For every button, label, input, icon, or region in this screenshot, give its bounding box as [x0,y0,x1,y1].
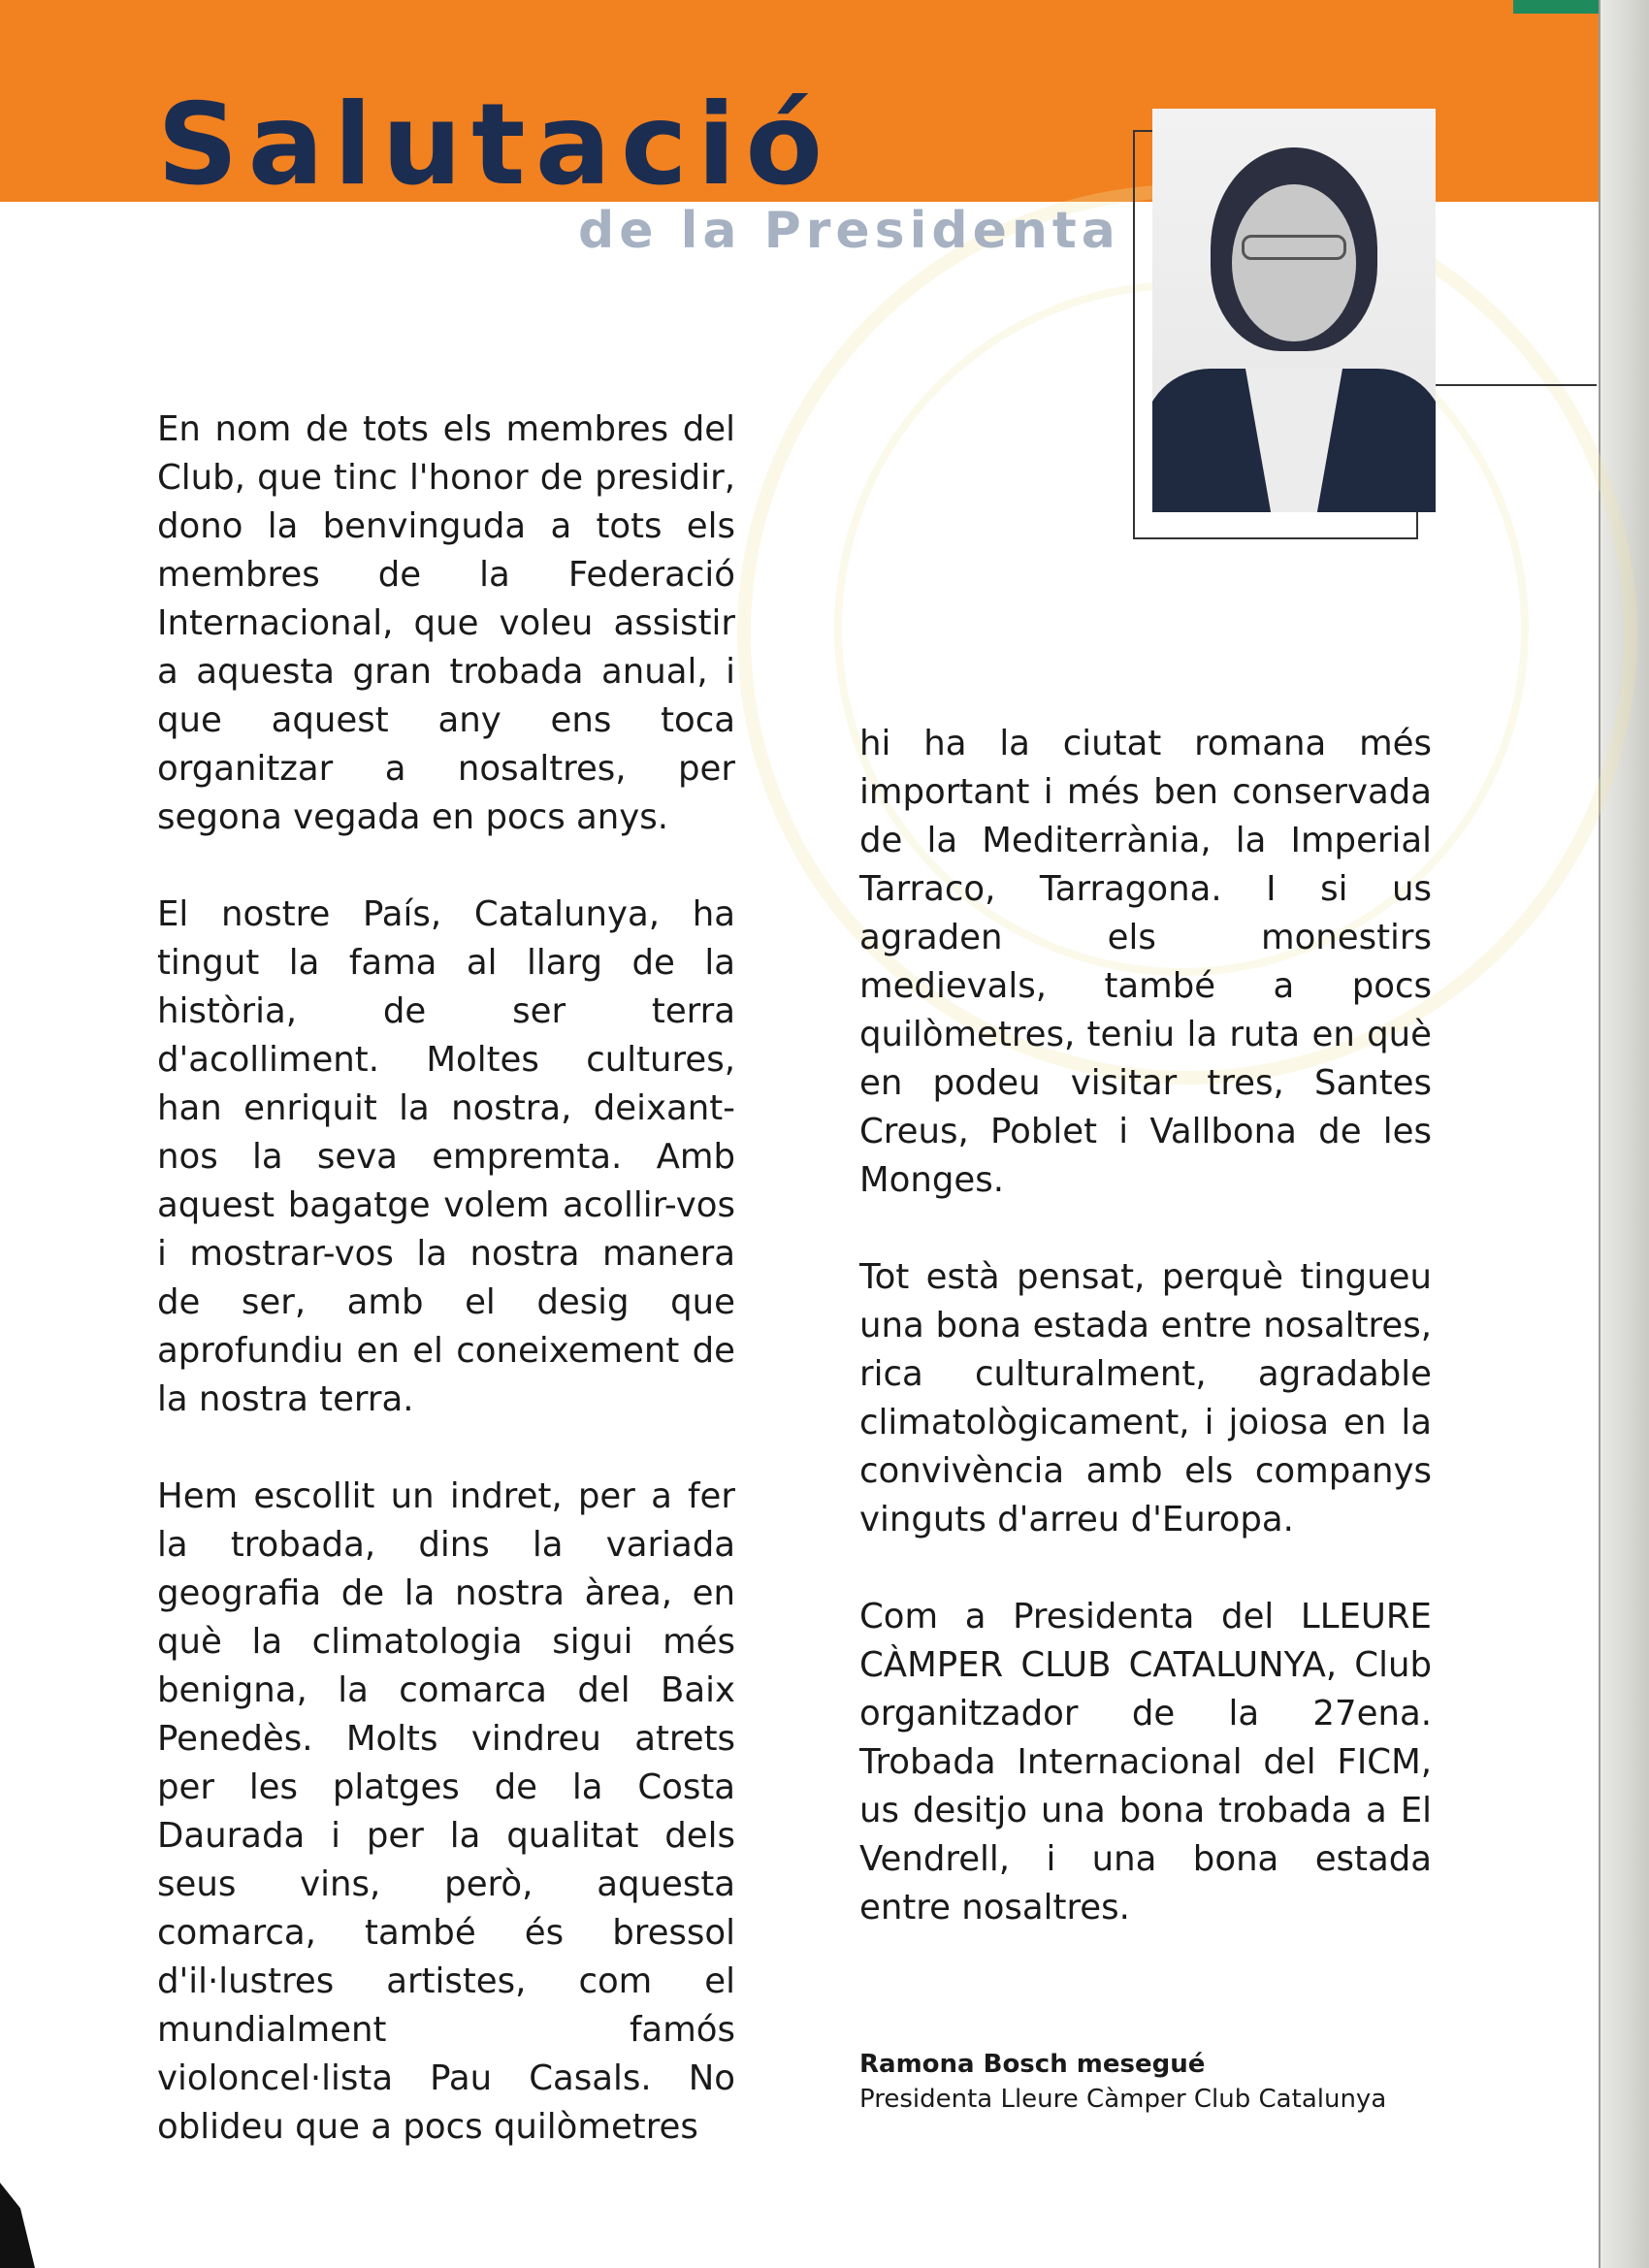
paragraph: hi ha la ciutat romana més important i més ben conservada de la Mediterrània, la Imperial Tarraco, Tarragona. I si us agraden els monestirs medievals, també a pocs quilòmetres, teniu la ruta en què en podeu visitar tres, Santes Creus, Poblet i Vallbona de les Monges. [859,724,1432,1200]
paragraph: En nom de tots els membres del Club, que tinc l'honor de presidir, dono la benvinguda a tots els membres de la Federació Internacional, que voleu assistir a aquesta gran trobada anual, i que aquest any ens toca organitzar a nosaltres, per segona vegada en pocs anys. [157,409,735,837]
president-photo [1152,109,1436,512]
paragraph: Hem escollit un indret, per a fer la trobada, dins la variada geografia de la nostra àrea, en què la climatologia sigui més benigna, la comarca del Baix Penedès. Molts vindreu atrets per les platges de la Costa Daurada i per la qualitat dels seus vins, però, aquesta comarca, també és bressol d'il·lustres artistes, com el mundialment famós violoncel·lista Pau Casals. No oblideu que a pocs quilòmetres [157,1476,735,2147]
paragraph: El nostre País, Catalunya, ha tingut la fama al llarg de la història, de ser terra d'acolliment. Moltes cultures, han enriquit la nostra, deixant-nos la seva empremta. Amb aquest bagatge volem acollir-vos i mostrar-vos la nostra manera de ser, amb el desig que aprofundiu en el coneixement de la nostra terra. [157,894,735,1419]
left-column [157,405,735,2200]
page-edge [1599,0,1649,2268]
photo-glasses [1242,235,1346,260]
paragraph: Com a Presidenta del LLEURE CÀMPER CLUB CATALUNYA, Club organitzador de la 27ena. Trobada Internacional del FICM, us desitjo una bona trobada a El Vendrell, i una bona estada entre nosaltres. [859,1597,1432,1928]
cover-strip [1513,0,1599,14]
right-column [859,720,1432,1981]
signature-block [859,2047,1441,2117]
photo-rule [1436,384,1597,386]
page-subtitle: de la Presidenta [578,202,1120,260]
scan-corner [0,2183,58,2268]
paragraph: Tot està pensat, perquè tingueu una bona estada entre nosaltres, rica culturalment, agradable climatològicament, i joiosa en la convivència amb els companys vinguts d'arreu d'Europa. [859,1257,1432,1539]
signature-role: Presidenta Lleure Càmper Club Catalunya [859,2085,1387,2114]
photo-face [1232,184,1356,341]
signature-name: Ramona Bosch mesegué [859,2050,1206,2079]
page-title: Salutació [157,80,833,211]
